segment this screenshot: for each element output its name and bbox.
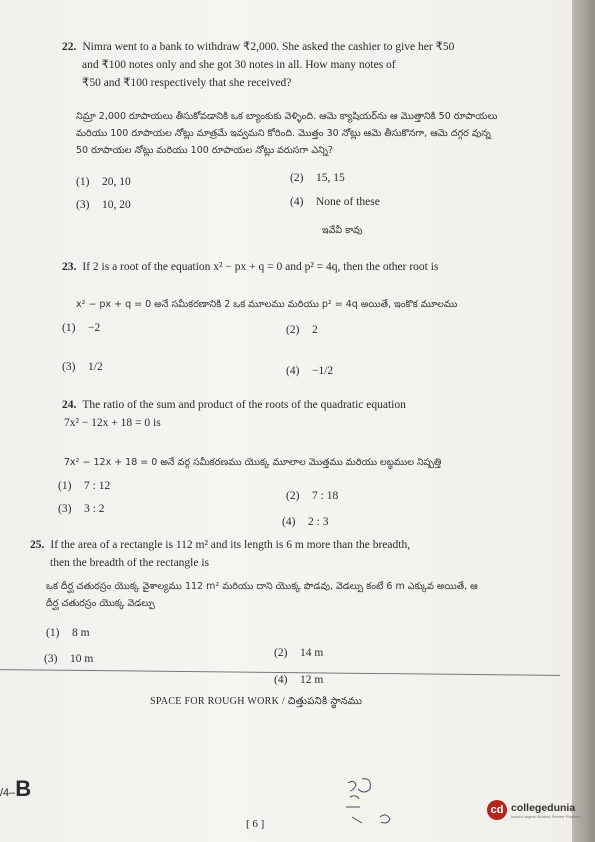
option-4[interactable]: (4) 2 : 3 — [282, 516, 329, 528]
option-2[interactable]: (2) 7 : 18 — [286, 490, 339, 502]
option-2[interactable]: (2) 14 m — [274, 647, 324, 659]
logo-name: collegedunia — [511, 801, 576, 814]
question-text-te: ఒక దీర్ఘ చతురస్రం యొక్క వైశాల్యము 112 m² మరియు దాని యొక్క పొడవు, వెడల్పు కంటే 6 m ఎక్కువ అయితే, ఆ — [46, 581, 478, 592]
option-3[interactable]: (3) 10, 20 — [76, 199, 131, 211]
question-22-telugu — [76, 108, 556, 159]
option-2[interactable]: (2) 2 — [286, 324, 318, 336]
question-text-en: If the area of a rectangle is 112 m² and its length is 6 m more than the breadth, — [50, 539, 411, 551]
option-3[interactable]: (3) 3 : 2 — [58, 503, 105, 515]
option-1[interactable]: (1) −2 — [62, 322, 101, 334]
question-number: 23. — [62, 261, 77, 273]
question-number: 24. — [62, 399, 77, 411]
option-1[interactable]: (1) 7 : 12 — [58, 480, 111, 492]
page-number: [ 6 ] — [246, 818, 265, 830]
question-number: 25. — [30, 539, 45, 551]
question-24-telugu: 7x² − 12x + 18 = 0 అనే వర్గ సమీకరణము యొక్క మూలాల మొత్తము మరియు లబ్ధముల నిష్పత్తి — [64, 457, 442, 468]
question-text-en: Nimra went to a bank to withdraw ₹2,000. She asked the cashier to give her ₹50 — [82, 41, 455, 53]
collegedunia-logo — [487, 800, 581, 820]
booklet-code-letter: B — [15, 776, 32, 801]
option-1[interactable]: (1) 8 m — [46, 627, 90, 639]
booklet-code — [0, 776, 31, 802]
question-text-en: The ratio of the sum and product of the roots of the quadratic equation — [82, 399, 406, 411]
question-text-en: and ₹100 notes only and she got 30 notes in all. How many notes of — [82, 59, 396, 71]
option-4-telugu: ఇవేవీ కావు — [322, 225, 363, 236]
question-text-en: 7x² − 12x + 18 = 0 is — [64, 417, 161, 429]
option-3[interactable]: (3) 1/2 — [62, 361, 103, 373]
handwritten-scribble — [340, 777, 410, 832]
rough-work-label: SPACE FOR ROUGH WORK / చిత్తుపనికి స్థానము — [150, 696, 363, 707]
option-3[interactable]: (3) 10 m — [44, 653, 94, 665]
question-23-telugu: x² − px + q = 0 అనే సమీకరణానికి 2 ఒక మూలము మరియు p² = 4q అయితే, ఇంకొక మూలము — [76, 299, 458, 310]
option-4[interactable]: (4) −1/2 — [286, 365, 334, 377]
question-text-en: If 2 is a root of the equation x² − px + q = 0 and p² = 4q, then the other root is — [82, 261, 439, 273]
option-4[interactable]: (4) None of these — [290, 196, 380, 208]
question-23 — [62, 258, 552, 276]
logo-tagline: India's largest Student Review Platform — [511, 813, 581, 819]
option-1[interactable]: (1) 20, 10 — [76, 176, 131, 188]
booklet-code-prefix: /4– — [0, 787, 16, 799]
question-text-te: మరియు 100 రూపాయల నోట్లు మాత్రమే ఇవ్వమని కోరింది. మొత్తం 30 నోట్లు ఆమె తీసుకొనగా, ఆమె దగ్గర వున్న — [76, 128, 491, 139]
option-2[interactable]: (2) 15, 15 — [290, 172, 345, 184]
question-text-te: దీర్ఘ చతురస్రం యొక్క వెడల్పు — [46, 598, 155, 609]
question-text-en: ₹50 and ₹100 respectively that she received? — [82, 77, 292, 89]
question-22 — [62, 38, 552, 92]
question-text-te: నిమ్రా 2,000 రూపాయలు తీసుకోవడానికి ఒక బ్యాంకుకు వెళ్ళింది. ఆమె క్యాషియర్‌ను ఆ మొత్తానికి 50 రూపాయలు — [76, 111, 498, 122]
question-25-telugu — [46, 578, 556, 612]
question-text-te: 50 రూపాయల నోట్లు మరియు 100 రూపాయల నోట్లు వరుసగా ఎన్ని? — [76, 145, 333, 156]
question-number: 22. — [62, 41, 77, 53]
page-edge — [572, 0, 595, 842]
question-24 — [62, 396, 552, 432]
logo-mark: cd — [487, 800, 507, 820]
option-4[interactable]: (4) 12 m — [274, 674, 324, 686]
question-text-en: then the breadth of the rectangle is — [50, 557, 210, 569]
question-25 — [30, 536, 552, 572]
